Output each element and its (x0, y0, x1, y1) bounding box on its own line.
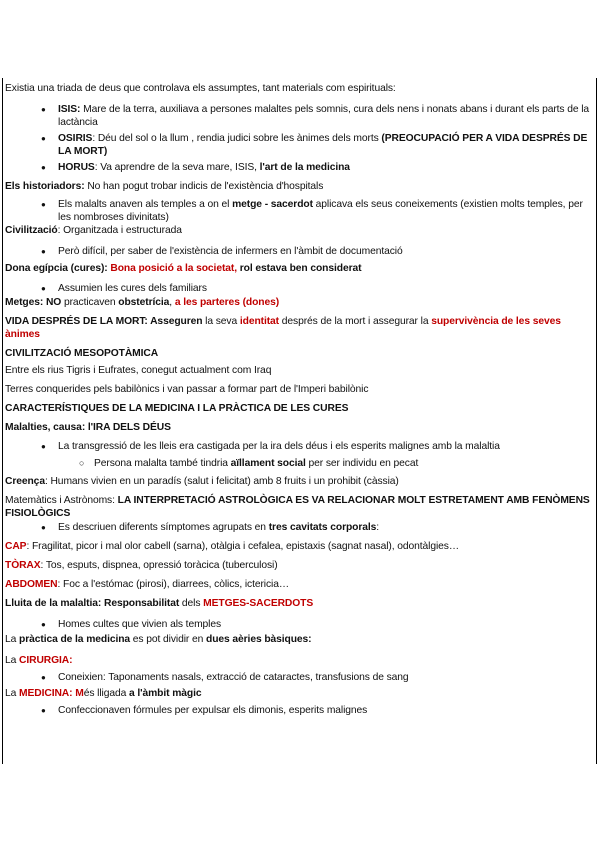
text-run: per ser individu en pecat (305, 458, 419, 469)
text-run: La transgressió de les lleis era castigada per la ira dels déus i els esperits malignes amb la malaltia (58, 441, 500, 452)
text-run: a les parteres (dones) (174, 297, 280, 308)
text-run: Confeccionaven fórmules per expulsar els dimonis, esperits malignes (58, 705, 368, 716)
text-run: Bona posició a la societat, (110, 263, 237, 274)
text-run: dels (179, 598, 204, 609)
paragraph (5, 597, 590, 610)
bullet-list (5, 440, 590, 453)
bullet-item (5, 103, 590, 129)
text-run: l'art de la medicina (259, 162, 350, 173)
text-run: , (169, 297, 175, 308)
text-run: MEDICINA: M (19, 688, 84, 699)
text-run: es pot dividir en (130, 634, 206, 645)
text-run: : Organitzada i estructurada (57, 225, 182, 236)
text-run: Matemàtics i Astrònoms: (5, 495, 118, 506)
text-run: Els historiadors: (5, 181, 85, 192)
bullet-item (5, 245, 590, 258)
paragraph (5, 578, 590, 591)
text-run: supervivència de les seves ànimes (5, 316, 561, 340)
text-run: Coneixien: Taponaments nasals, extracció de cataractes, transfusions de sang (58, 672, 409, 683)
text-run: CIVILITZACIÓ MESOPOTÀMICA (5, 348, 159, 359)
text-run: : Humans vivien en un paradís (salut i felicitat) amb 8 fruits i un prohibit (càssia) (44, 476, 399, 487)
text-run: obstetrícia (118, 297, 170, 308)
text-run: identitat (239, 316, 280, 327)
text-run: ABDOMEN (5, 579, 58, 590)
text-run: VIDA DESPRÉS DE LA MORT: Asseguren (5, 316, 203, 327)
left-margin-rule (2, 78, 3, 764)
text-run: La (5, 655, 20, 666)
text-run: Civilització (5, 225, 58, 236)
text-run: metge - sacerdot (232, 199, 313, 210)
paragraph (5, 421, 590, 434)
bullet-item (5, 704, 590, 717)
bullet-list (5, 704, 590, 717)
text-run: : Va aprendre de la seva mare, ISIS, (94, 162, 260, 173)
bullet-item (5, 440, 590, 453)
paragraph (5, 296, 590, 309)
text-run: tres cavitats corporals (268, 522, 377, 533)
text-run: (PREOCUPACIÓ PER A VIDA DESPRÉS DE LA MORT) (58, 133, 588, 157)
text-run: a l'àmbit màgic (128, 688, 202, 699)
paragraph (5, 687, 590, 700)
paragraph (5, 559, 590, 572)
text-run: rol estava ben considerat (237, 263, 362, 274)
bullet-item (5, 521, 590, 534)
text-run: Homes cultes que vivien als temples (58, 619, 222, 630)
text-run: METGES-SACERDOTS (203, 598, 314, 609)
text-run: : Tos, esputs, dispnea, opressió toràcica (tuberculosi) (40, 560, 278, 571)
text-run: ISIS: (58, 104, 81, 115)
paragraph (5, 224, 590, 237)
text-run: Malalties, causa: l'IRA DELS DÉUS (5, 422, 171, 433)
paragraph: Terres conquerides pels babilònics i van passar a formar part de l'Imperi babilònic (5, 384, 369, 395)
text-run: : (376, 522, 380, 533)
paragraph (5, 402, 590, 415)
bullet-item (5, 457, 590, 470)
bullet-list (5, 671, 590, 684)
text-run: aplicava els seus coneixements (existien molts temples, per les nombroses divinitats) (58, 199, 583, 223)
text-run: HORUS (58, 162, 95, 173)
paragraph: Existia una triada de deus que controlava els assumptes, tant materials com espirituals: (5, 83, 396, 94)
text-run: Creença (5, 476, 45, 487)
text-run: TÒRAX (5, 560, 41, 571)
paragraph (5, 633, 590, 646)
paragraph: Entre els rius Tigris i Eufrates, conegut actualment com Iraq (5, 365, 272, 376)
bullet-list (5, 245, 590, 258)
bullet-item (5, 282, 590, 295)
text-run: CARACTERÍSTIQUES DE LA MEDICINA I LA PRÀCTICA DE LES CURES (5, 403, 349, 414)
text-run: CIRURGIA: (19, 655, 73, 666)
paragraph (5, 347, 590, 360)
text-run: CAP (5, 541, 27, 552)
text-run: pràctica de la medicina (19, 634, 131, 645)
paragraph (5, 315, 590, 341)
text-run: Es descriuen diferents símptomes agrupats en (58, 522, 269, 533)
text-run: Lluita de la malaltia: Responsabilitat (5, 598, 180, 609)
bullet-list (5, 282, 590, 295)
paragraph (5, 540, 590, 553)
text-run: aïllament social (230, 458, 306, 469)
right-margin-rule (596, 78, 597, 764)
bullet-item (5, 198, 590, 224)
text-run: després de la mort i assegurar la (279, 316, 432, 327)
paragraph (5, 262, 590, 275)
text-run: és lligada (83, 688, 129, 699)
paragraph (5, 180, 590, 193)
bullet-list (5, 198, 590, 224)
bullet-item (5, 618, 590, 631)
text-run: dues aèries bàsiques: (206, 634, 312, 645)
text-run: Assumien les cures dels familiars (58, 283, 207, 294)
text-run: Els malalts anaven als temples a on el (58, 199, 233, 210)
text-run: : Fragilitat, picor i mal olor cabell (sarna), otàlgia i cefalea, epistaxis (sagnat nasal), odontàlgies… (26, 541, 460, 552)
bullet-item (5, 671, 590, 684)
sub-bullet-list (5, 457, 590, 470)
paragraph (5, 494, 590, 520)
bullet-list (5, 618, 590, 631)
text-run: : Foc a l'estómac (pirosi), diarrees, còlics, ictericia… (57, 579, 290, 590)
text-run: Mare de la terra, auxiliava a persones malaltes pels somnis, cura dels nens i nonats abans i durant els parts de la lactància (58, 104, 590, 128)
text-run: LA INTERPRETACIÓ ASTROLÒGICA ES VA RELACIONAR MOLT ESTRETAMENT AMB FENÒMENS FISIOLÒGICS (5, 495, 590, 519)
bullet-item (5, 132, 590, 158)
text-run: La (5, 688, 20, 699)
paragraph (5, 475, 590, 488)
text-run: la seva (202, 316, 240, 327)
text-run: practicaven (61, 297, 119, 308)
text-run: La (5, 634, 20, 645)
paragraph (5, 654, 590, 667)
text-run: Dona egípcia (cures): (5, 263, 111, 274)
text-run: Metges: NO (5, 297, 62, 308)
bullet-list (5, 103, 590, 178)
text-run: OSIRIS (58, 133, 93, 144)
text-run: Persona malalta també tindria (94, 458, 231, 469)
text-run: : Déu del sol o la llum , rendia judici sobre les ànimes dels morts (92, 133, 382, 144)
bullet-item (5, 161, 590, 174)
text-run: No han pogut trobar indicis de l'existència d'hospitals (84, 181, 324, 192)
text-run: Però difícil, per saber de l'existència de infermers en l'àmbit de documentació (58, 246, 403, 257)
bullet-list (5, 521, 590, 534)
